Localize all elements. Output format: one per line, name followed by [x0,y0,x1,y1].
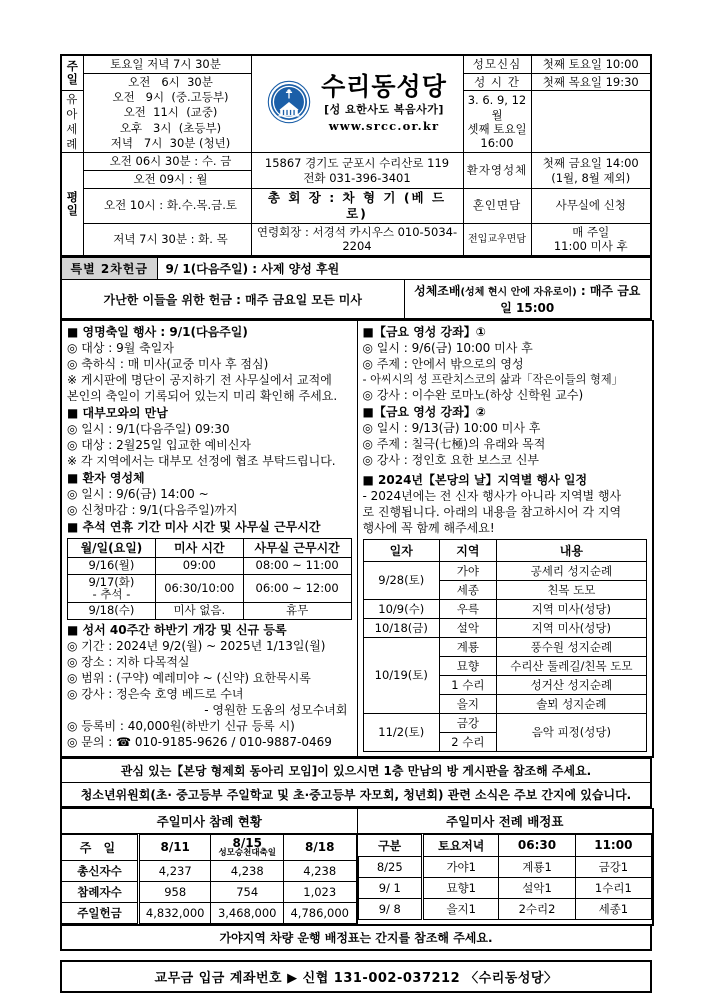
region-name-2-0: 설악 [440,618,497,637]
chuseok-mass-0: 09:00 [155,557,243,574]
table-row [68,603,352,620]
lecture2-line-1: ◎ 주제 : 칠극(七極)의 유래와 목적 [362,436,546,451]
attendance-title: 주일미사 참례 현황 [62,809,357,834]
notice-strip [60,758,652,808]
weekday-label-text: 평일 [66,190,78,218]
sec4-title: ■ 추석 연휴 기간 미사 시간 및 사무실 근무시간 [67,519,321,534]
sunday-label [61,55,83,91]
special-collection-label: 특별 2차헌금 [61,258,157,280]
table-row [68,557,352,574]
chuseok-date-0: 9/16(월) [68,557,156,574]
sec5-line-1: ◎ 장소 : 지하 다목적실 [67,654,190,669]
region-name-3-1: 묘향 [440,656,497,675]
attendance-row-2-v0: 4,832,000 [138,903,211,924]
attendance-row-1-v2: 1,023 [283,882,356,903]
sunday-label-text: 주일 [66,59,78,87]
account-text: 교무금 입금 계좌번호 ▶ 신협 131-002-037212 〈수리동성당〉 [154,971,558,987]
info-key-4: 혼인면담 [463,188,531,223]
assignment-row-2-v1: 2수리2 [499,898,575,919]
chuseok-date-1-main: 9/17(화) [88,574,135,589]
attendance-row-1-v1: 754 [211,882,284,903]
region-name-0-1: 세종 [440,580,497,599]
parish-website[interactable]: www.srcc.or.kr [328,119,440,134]
assignment-header-2: 06:30 [499,834,575,856]
sec5-line2-0: ◎ 등록비 : 40,000원(하반기 신규 등록 시) [67,718,295,733]
region-content-0-1: 친목 도모 [496,580,646,599]
region-date-4: 11/2(토) [363,713,440,751]
chuseok-mass-2: 미사 없음. [155,603,243,620]
region-date-2: 10/18(금) [363,618,440,637]
info-key-1: 성 시 간 [463,73,531,91]
region-name-3-2: 1 수리 [440,675,497,694]
chuseok-header-0: 월/일(요일) [68,538,156,557]
sec2-line-0: ◎ 일시 : 9/1(다음주일) 09:30 [67,421,230,436]
sec2-title: ■ 대부모와의 만남 [67,405,168,420]
weekday-time-2: 오전 10시 : 화.수.목.금.토 [83,188,251,223]
sunday-time-2: 오전 11시 (교중) [123,105,218,120]
assignment-title: 주일미사 전례 배정표 [358,809,653,834]
attendance-col-0: 8/11 [138,834,211,861]
assignment-table [358,834,653,920]
table-row [68,574,352,602]
stats-section [60,808,654,927]
table-row [363,599,647,618]
info-val-4: 사무실에 신청 [531,188,651,223]
attendance-col-1 [211,834,284,861]
parish-address [251,153,463,188]
sec5-line-2: ◎ 범위 : (구약) 예레미야 ~ (신약) 요한묵시록 [67,670,311,685]
sec1-title: ■ 영명축일 행사 : 9/1(다음주일) [67,325,248,340]
region-name-3-0: 계룡 [440,637,497,656]
table-row [358,898,652,919]
adoration-notice [404,280,651,320]
brand-cell [251,55,463,153]
info-key-0: 성모신심 [463,55,531,73]
info-val-5-line-0: 매 주일 [572,225,610,240]
weekday-time-1: 오전 09시 : 월 [83,171,251,189]
parish-agegroup-head: 연령회장 : 서경석 카시우스 010-5034-2204 [251,223,463,256]
info-val-3-line-1: (1월, 8월 제외) [551,170,631,185]
sec2-line-1: ◎ 대상 : 2월25일 입교한 예비신자 [67,437,252,452]
attendance-row-1-v0: 958 [138,882,211,903]
sec3-title: ■ 환자 영성체 [67,470,145,485]
chuseok-header-2: 사무실 근무시간 [243,538,351,557]
info-val-1 [531,73,651,91]
chuseok-office-0: 08:00 ~ 11:00 [243,557,351,574]
table-row [62,861,356,882]
adoration-label: 성체조배 [414,284,461,299]
assignment-row-2-v2: 세종1 [575,898,651,919]
lecture1-line-2: - 아씨시의 성 프란치스코의 삶과「작은이들의 형제」 [362,373,623,387]
info-val-2-line-1: 셋째 토요일 16:00 [467,121,527,151]
assignment-row-1-v0: 묘향1 [423,877,499,898]
region-name-1-0: 우륵 [440,599,497,618]
assignment-row-1-v2: 1수리1 [575,877,651,898]
footnote-text: 가야지역 차량 운행 배정표는 간지를 참조해 주세요. [219,931,493,946]
attendance-col-label: 주 일 [62,834,138,861]
info-val-2-line-0: 3. 6. 9, 12월 [467,93,527,122]
chuseok-date-1-note: - 추석 - [92,587,131,602]
attendance-table [62,834,357,925]
attendance-row-2-v1: 3,468,000 [211,903,284,924]
region-content-3-0: 풍수원 성지순례 [496,637,646,656]
sec1-line-3: 본인의 축일이 기록되어 있는지 미리 확인해 주세요. [67,389,338,403]
chuseok-schedule-table [67,538,352,620]
sec2-line-2: ※ 각 지역에서는 대부모 선정에 협조 부탁드립니다. [67,453,336,468]
info-val-3-line-0: 첫째 금요일 14:00 [542,156,639,171]
table-row [62,882,356,903]
region-date-3: 10/19(토) [363,637,440,713]
region-name-4-0: 금강 [440,713,497,732]
region-name-3-3: 을지 [440,694,497,713]
assignment-row-2-v0: 을지1 [423,898,499,919]
region-date-1: 10/9(수) [363,599,440,618]
table-row [363,637,647,656]
sunday-time-4: 저녁 7시 30분 (청년) [110,135,231,150]
region-name-4-1: 2 수리 [440,732,497,751]
footnote-strip [60,926,652,951]
chuseok-header-1: 미사 시간 [155,538,243,557]
poor-offering-notice: 가난한 이들을 위한 헌금 : 매주 금요일 모든 미사 [61,280,404,320]
sunday-time-1: 오전 9시 (중.고등부) [112,90,229,105]
attendance-row-0-label: 총신자수 [62,861,138,882]
special-collection-strip [60,257,652,320]
assignment-header-0: 구분 [358,834,423,856]
lecture1-line-3: ◎ 강사 : 이수완 로마노(하상 신학원 교수) [362,387,584,402]
sunday-time-3: 오후 3시 (초등부) [119,120,222,135]
table-row [363,713,647,732]
region-date-0: 9/28(토) [363,561,440,599]
lecture1-line-1: ◎ 주제 : 안에서 밖으로의 영성 [362,357,524,372]
region-content-3-3: 솔뫼 성지순례 [496,694,646,713]
sec5-affiliation: - 영원한 도움의 성모수녀회 [204,702,348,717]
masthead-table [60,54,652,257]
sec3-line-0: ◎ 일시 : 9/6(금) 14:00 ~ [67,486,209,501]
lecture1-line-0: ◎ 일시 : 9/6(금) 10:00 미사 후 [362,341,533,356]
assignment-row-2-label: 9/ 8 [358,898,423,919]
table-row [358,877,652,898]
assignment-header-3: 11:00 [575,834,651,856]
attendance-row-0-v1: 4,238 [211,861,284,882]
special-collection-value: 9/ 1(다음주일) : 사제 양성 후원 [157,258,651,280]
info-val-1-line-0: 첫째 목요일 19:30 [542,74,639,89]
region-header-0: 일자 [363,539,440,561]
assignment-row-1-label: 9/ 1 [358,877,423,898]
attendance-row-0-v2: 4,238 [283,861,356,882]
lecture2-line-2: ◎ 강사 : 정인호 요한 보스코 신부 [362,452,540,467]
parish-day-line-2: 행사에 꼭 함께 해주세요! [362,520,495,535]
info-val-0-line-0: 첫째 토요일 10:00 [542,57,639,72]
assignment-block [357,808,653,925]
sunday-saturday-evening: 토요일 저녁 7시 30분 [83,55,251,73]
info-val-2 [463,91,531,153]
adoration-paren: (성체 현시 안에 자유로이) [460,287,577,299]
right-column [357,321,653,757]
region-content-4: 음악 피정(성당) [496,713,646,751]
parish-day-title: ■ 2024년【본당의 날】지역별 행사 일정 [362,472,588,487]
attendance-col-1-sub: 성모승천대축일 [218,848,276,859]
assignment-row-0-v0: 가야1 [423,856,499,877]
info-key-2: 유아세례 [61,91,83,153]
region-header-1: 지역 [440,539,497,561]
attendance-row-0-v0: 4,237 [138,861,211,882]
parish-day-line-1: 로 진행됩니다. 아래의 내용을 참고하시어 각 지역 [362,504,622,519]
region-content-3-2: 성거산 성지순례 [496,675,646,694]
lecture1-title: ■【금요 영성 강좌】① [362,325,486,340]
table-row [363,618,647,637]
address-line-1: 15867 경기도 군포시 수리산로 119 [264,155,450,170]
lecture2-line-0: ◎ 일시 : 9/13(금) 10:00 미사 후 [362,420,541,435]
account-strip [60,960,652,993]
chuseok-office-2: 휴무 [243,603,351,620]
assignment-row-0-v2: 금강1 [575,856,651,877]
attendance-row-2-label: 주일헌금 [62,903,138,924]
region-content-3-1: 수리산 둘레길/친목 도모 [496,656,646,675]
assignment-row-0-label: 8/25 [358,856,423,877]
parish-patron: [성 요한사도 복음사가] [324,103,444,117]
sec1-line-2: ※ 게시판에 명단이 공지하기 전 사무실에서 교적에 [67,373,332,388]
attendance-row-2-v2: 4,786,000 [283,903,356,924]
weekday-time-0: 오전 06시 30분 : 수. 금 [83,153,251,171]
region-events-table [363,539,648,752]
region-content-1-0: 지역 미사(성당) [496,599,646,618]
address-line-2: 전화 031-396-3401 [303,170,411,185]
assignment-row-1-v1: 설악1 [499,877,575,898]
region-content-2-0: 지역 미사(성당) [496,618,646,637]
info-key-3: 환자영성체 [463,153,531,188]
assignment-row-0-v1: 계룡1 [499,856,575,877]
region-content-0-0: 공세리 성지순례 [496,561,646,580]
info-val-0 [531,55,651,73]
parish-day-line-0: - 2024년에는 전 신자 행사가 아니라 지역별 행사 [362,488,622,503]
chuseok-date-1 [68,574,156,602]
region-header-2: 내용 [496,539,646,561]
assignment-header-1: 토요저녁 [423,834,499,856]
info-val-5-line-1: 11:00 미사 후 [553,239,628,254]
notice-1: 청소년위원회(초· 중고등부 주일학교 및 초·중고등부 자모회, 청년회) 관련 소식은 주보 간지에 있습니다. [61,782,651,807]
attendance-block [61,808,357,925]
sec5-title: ■ 성서 40주간 하반기 개강 및 신규 등록 [67,622,287,637]
table-row [363,561,647,580]
body-two-columns [60,320,654,757]
adoration-time: : 매주 금요일 15:00 [500,284,641,316]
sunday-mass-times [83,73,251,153]
sunday-time-0: 오전 6시 30분 [128,75,213,90]
sec5-line-3: ◎ 강사 : 정은숙 호영 베드로 수녀 [67,686,244,701]
sec1-line-1: ◎ 축하식 : 매 미사(교중 미사 후 점심) [67,357,269,372]
info-val-3 [531,153,651,188]
parish-logo-icon [267,80,311,128]
sec5-line-0: ◎ 기간 : 2024년 9/2(월) ~ 2025년 1/13일(월) [67,638,326,653]
attendance-col-1-main: 8/15 [232,835,262,850]
chuseok-mass-1: 06:30/10:00 [155,574,243,602]
weekday-time-3: 저녁 7시 30분 : 화. 목 [83,223,251,256]
info-val-5 [531,223,651,256]
table-row [62,903,356,924]
parish-chairman: 총 회 장 : 차 형 기 (베 드 로) [251,188,463,223]
info-key-5: 전입교우면담 [463,223,531,256]
parish-name: 수리동성당 [321,72,447,102]
sec3-line-1: ◎ 신청마감 : 9/1(다음주일)까지 [67,502,238,517]
sec5-line2-1: ◎ 문의 : ☎ 010-9185-9626 / 010-9887-0469 [67,734,332,749]
chuseok-date-2: 9/18(수) [68,603,156,620]
table-row [358,856,652,877]
sec1-line-0: ◎ 대상 : 9월 축일자 [67,341,174,356]
lecture2-title: ■【금요 영성 강좌】② [362,404,486,419]
left-column [61,321,357,757]
notice-0: 관심 있는【본당 형제회 동아리 모임]이 있으시면 1층 만남의 방 게시판을 참조해 주세요. [61,758,651,782]
weekday-label [61,153,83,256]
attendance-row-1-label: 참례자수 [62,882,138,903]
chuseok-office-1: 06:00 ~ 12:00 [243,574,351,602]
region-name-0-0: 가야 [440,561,497,580]
attendance-col-2: 8/18 [283,834,356,861]
